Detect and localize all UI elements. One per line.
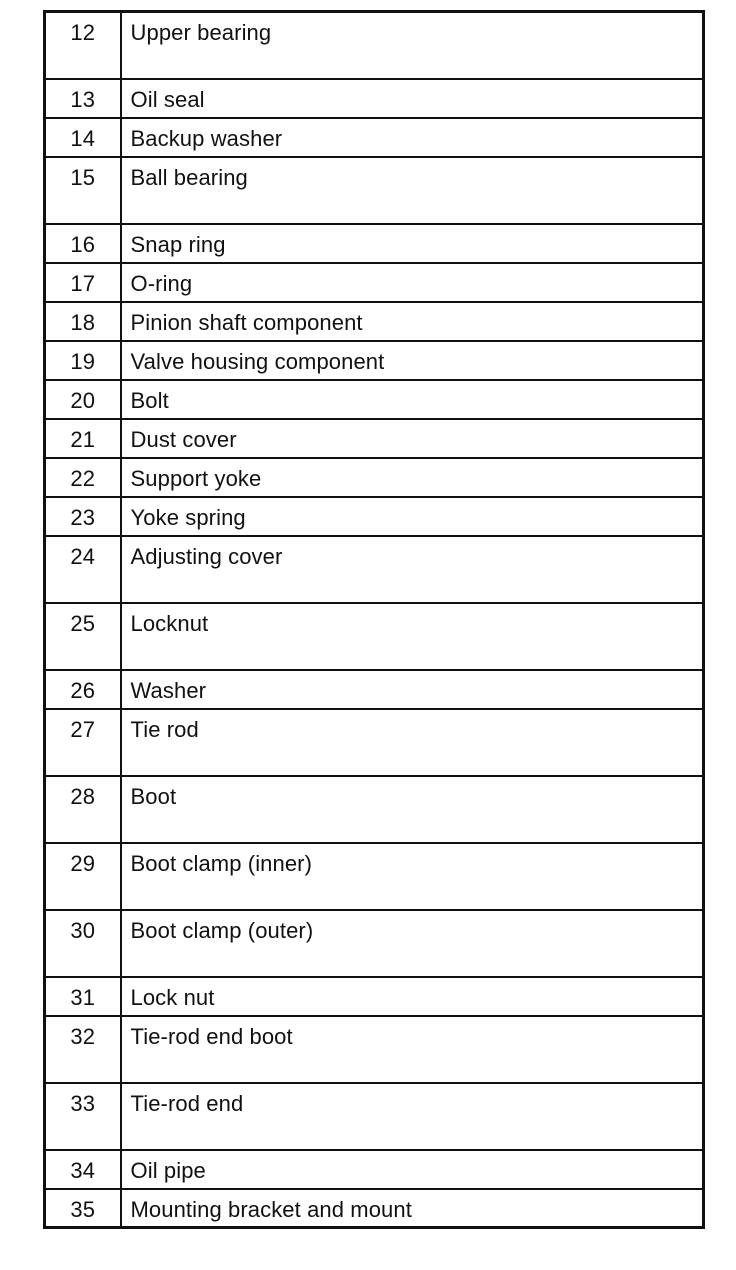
part-number-cell: 22 xyxy=(45,458,121,497)
part-name-cell: Washer xyxy=(121,670,704,709)
table-row xyxy=(45,1189,704,1228)
part-number-cell: 19 xyxy=(45,341,121,380)
part-number-cell: 28 xyxy=(45,776,121,843)
table-row xyxy=(45,536,704,603)
part-name-cell: Pinion shaft component xyxy=(121,302,704,341)
part-name-cell: Tie-rod end boot xyxy=(121,1016,704,1083)
part-number-cell: 12 xyxy=(45,12,121,79)
table-row xyxy=(45,670,704,709)
part-name-cell: O-ring xyxy=(121,263,704,302)
table-row xyxy=(45,910,704,977)
part-name-cell: Snap ring xyxy=(121,224,704,263)
part-name-cell: Oil pipe xyxy=(121,1150,704,1189)
part-number-cell: 30 xyxy=(45,910,121,977)
parts-table xyxy=(43,10,705,1229)
part-name-cell: Bolt xyxy=(121,380,704,419)
table-row xyxy=(45,12,704,79)
table-row xyxy=(45,79,704,118)
table-row xyxy=(45,1083,704,1150)
parts-table-body xyxy=(45,12,704,1228)
part-name-cell: Mounting bracket and mount xyxy=(121,1189,704,1228)
part-name-cell: Upper bearing xyxy=(121,12,704,79)
part-number-cell: 13 xyxy=(45,79,121,118)
part-name-cell: Boot clamp (inner) xyxy=(121,843,704,910)
part-number-cell: 29 xyxy=(45,843,121,910)
table-row xyxy=(45,118,704,157)
part-number-cell: 17 xyxy=(45,263,121,302)
table-row xyxy=(45,380,704,419)
part-name-cell: Dust cover xyxy=(121,419,704,458)
part-number-cell: 16 xyxy=(45,224,121,263)
table-row xyxy=(45,157,704,224)
part-number-cell: 20 xyxy=(45,380,121,419)
table-row xyxy=(45,977,704,1016)
part-number-cell: 21 xyxy=(45,419,121,458)
part-name-cell: Boot xyxy=(121,776,704,843)
part-number-cell: 35 xyxy=(45,1189,121,1228)
part-name-cell: Valve housing component xyxy=(121,341,704,380)
part-number-cell: 31 xyxy=(45,977,121,1016)
part-number-cell: 33 xyxy=(45,1083,121,1150)
part-number-cell: 18 xyxy=(45,302,121,341)
part-number-cell: 34 xyxy=(45,1150,121,1189)
part-name-cell: Oil seal xyxy=(121,79,704,118)
table-row xyxy=(45,1016,704,1083)
part-name-cell: Adjusting cover xyxy=(121,536,704,603)
part-number-cell: 15 xyxy=(45,157,121,224)
part-name-cell: Yoke spring xyxy=(121,497,704,536)
table-row xyxy=(45,224,704,263)
table-row xyxy=(45,263,704,302)
table-row xyxy=(45,458,704,497)
part-number-cell: 27 xyxy=(45,709,121,776)
table-row xyxy=(45,776,704,843)
table-row xyxy=(45,419,704,458)
part-number-cell: 24 xyxy=(45,536,121,603)
part-name-cell: Lock nut xyxy=(121,977,704,1016)
table-row xyxy=(45,603,704,670)
part-number-cell: 23 xyxy=(45,497,121,536)
part-name-cell: Ball bearing xyxy=(121,157,704,224)
part-number-cell: 32 xyxy=(45,1016,121,1083)
part-number-cell: 25 xyxy=(45,603,121,670)
table-row xyxy=(45,302,704,341)
table-row xyxy=(45,709,704,776)
part-name-cell: Support yoke xyxy=(121,458,704,497)
part-number-cell: 26 xyxy=(45,670,121,709)
table-row xyxy=(45,1150,704,1189)
table-row xyxy=(45,843,704,910)
table-row xyxy=(45,341,704,380)
part-number-cell: 14 xyxy=(45,118,121,157)
table-row xyxy=(45,497,704,536)
part-name-cell: Tie rod xyxy=(121,709,704,776)
part-name-cell: Boot clamp (outer) xyxy=(121,910,704,977)
part-name-cell: Locknut xyxy=(121,603,704,670)
part-name-cell: Backup washer xyxy=(121,118,704,157)
part-name-cell: Tie-rod end xyxy=(121,1083,704,1150)
